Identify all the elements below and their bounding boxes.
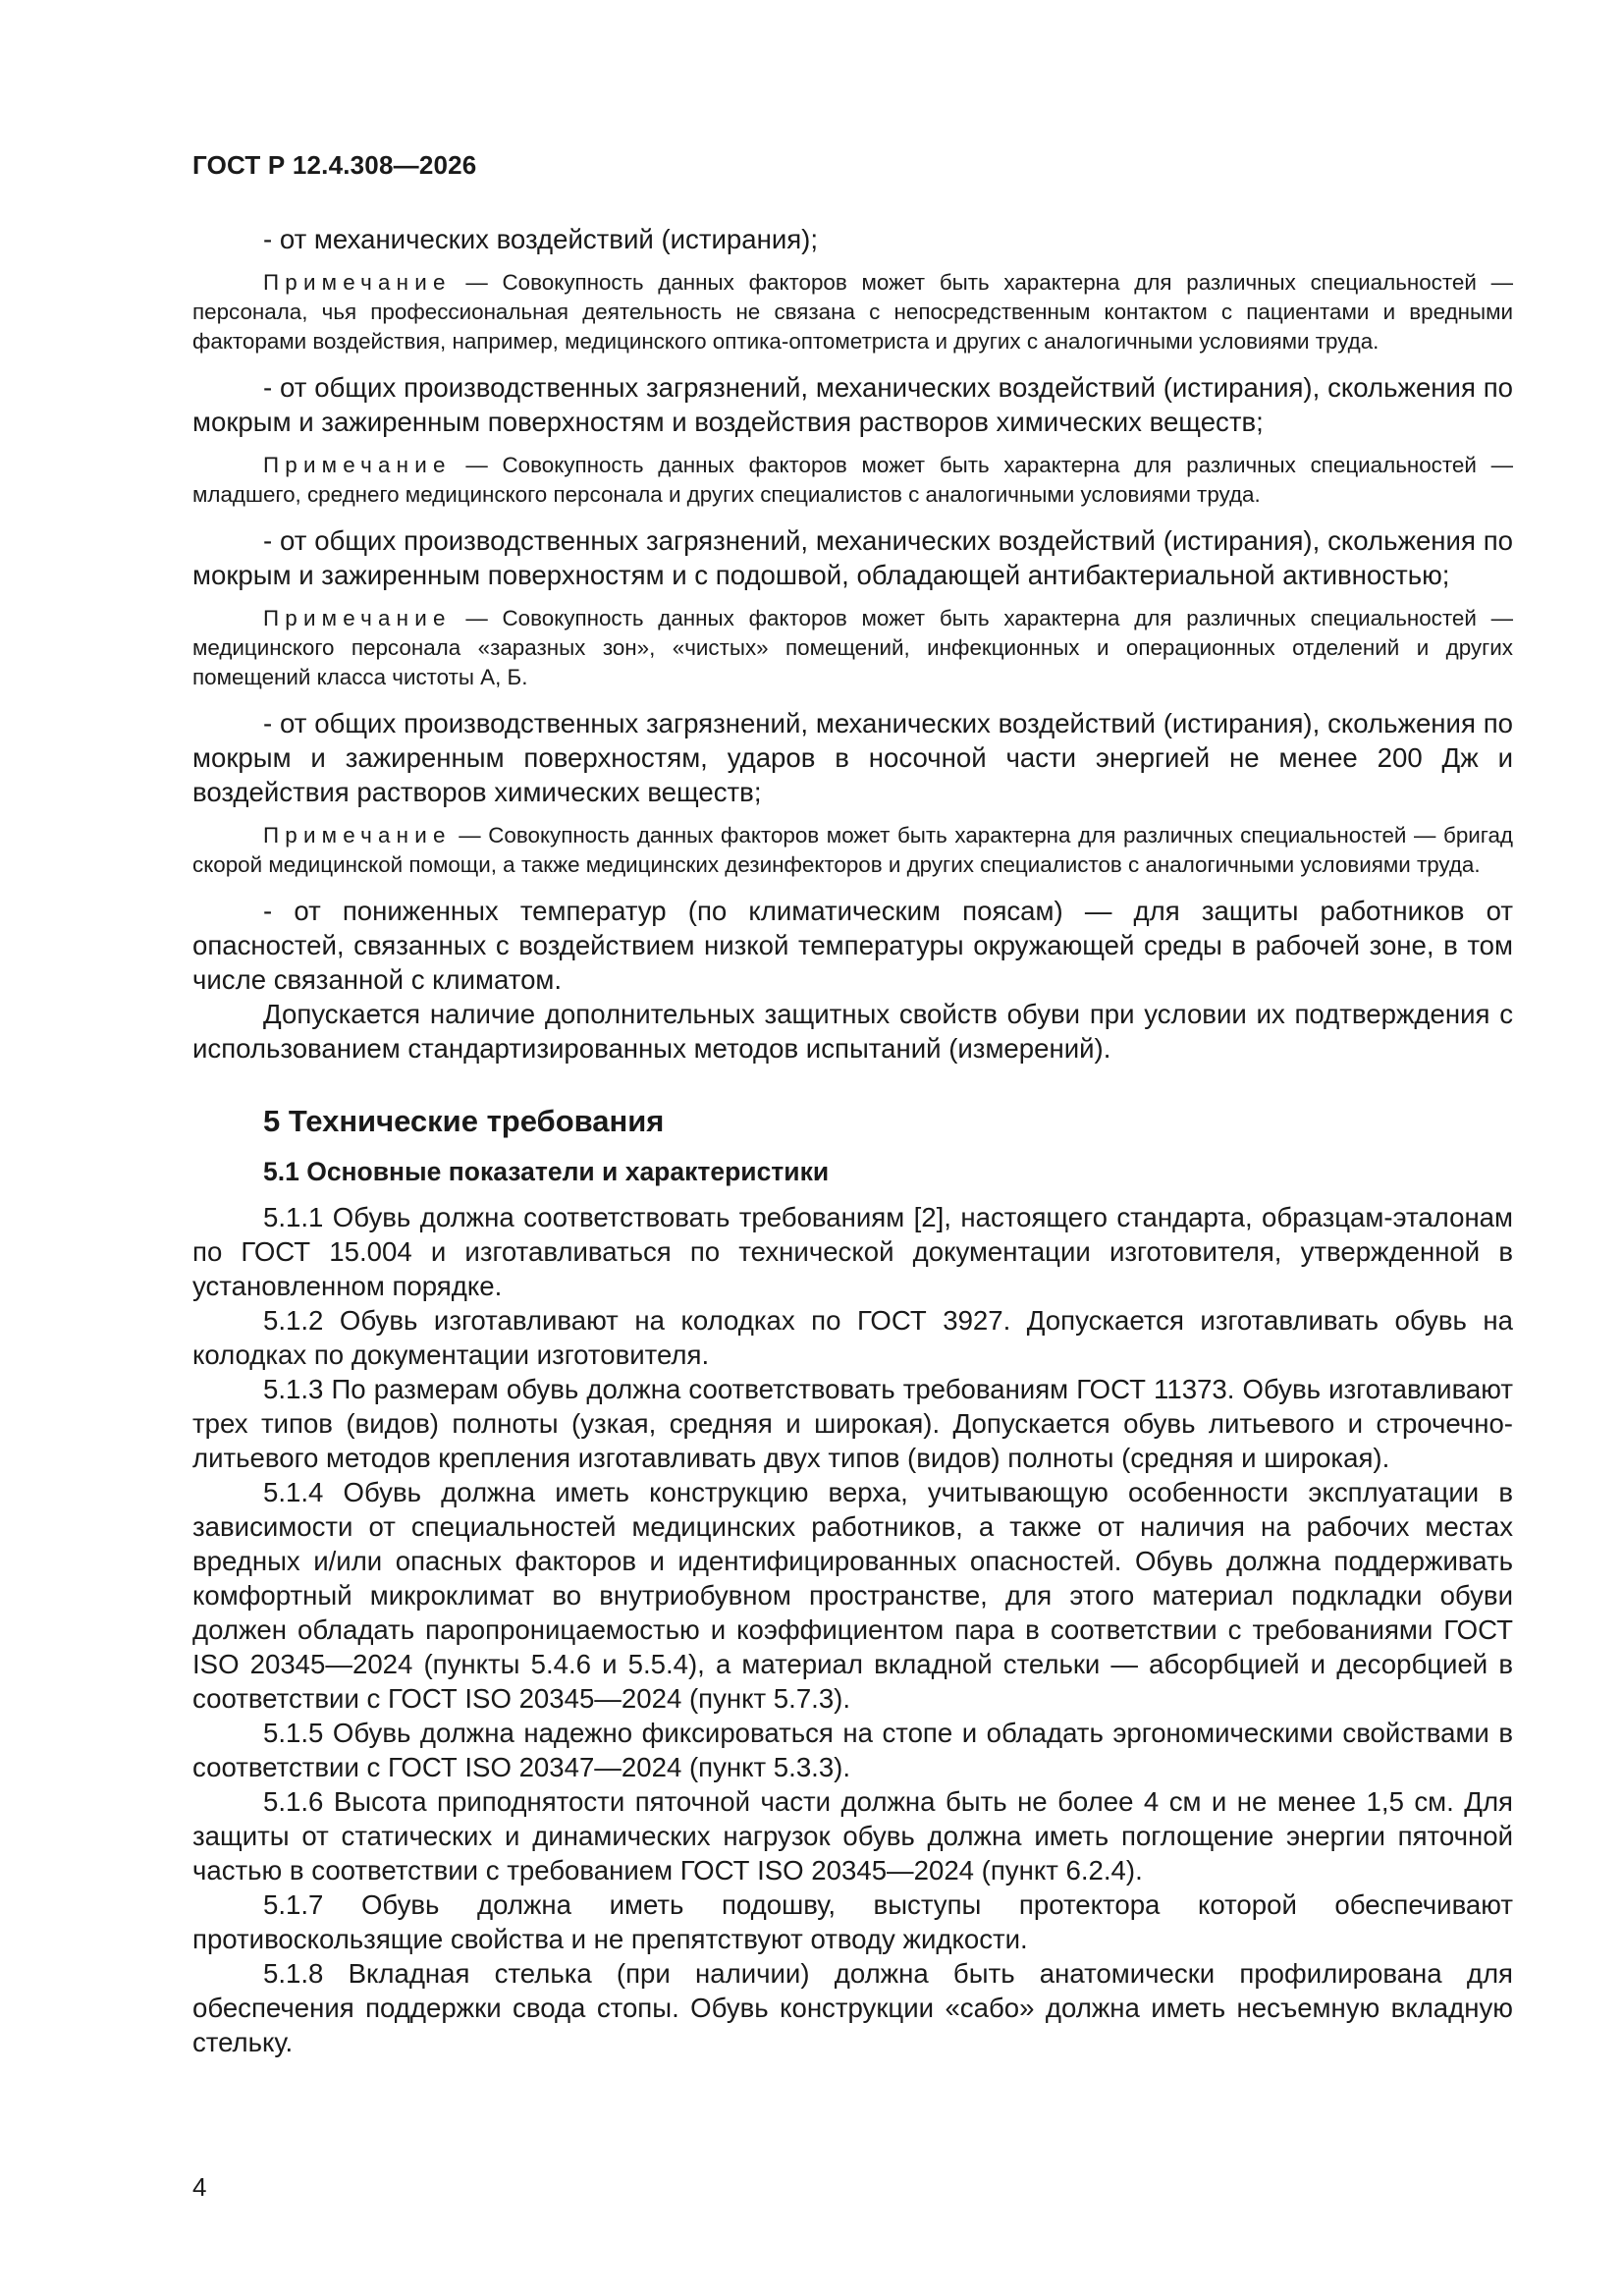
clause-5-1-1: 5.1.1 Обувь должна соответствовать требованиям [2], настоящего стандарта, образцам-эталонам по ГОСТ 15.004 и изготавливаться по технической документации изготовителя, утвержденной в установленном порядке. bbox=[192, 1202, 1513, 1301]
note-label: Примечание bbox=[263, 823, 452, 847]
note-text: — Совокупность данных факторов может быть характерна для различных специальностей — младшего, среднего медицинского персонала и других специалистов с аналогичными условиями труда. bbox=[192, 453, 1513, 507]
clause-5-1-2: 5.1.2 Обувь изготавливают на колодках по ГОСТ 3927. Допускается изготавливать обувь на колодках по документации изготовителя. bbox=[192, 1305, 1513, 1370]
paragraph: Допускается наличие дополнительных защитных свойств обуви при условии их подтверждения с использованием стандартизированных методов испытаний (измерений). bbox=[192, 999, 1513, 1064]
note-text: — Совокупность данных факторов может быть характерна для различных специальностей — персонала, чья профессиональная деятельность не связана с непосредственным контактом с пациентами и вредными факторами воздействия, например, медицинского оптика-оптометриста и других с аналогичными условиями труда. bbox=[192, 270, 1513, 354]
clause-5-1-6: 5.1.6 Высота приподнятости пяточной части должна быть не более 4 см и не менее 1,5 см. Для защиты от статических и динамических нагрузок обувь должна иметь поглощение энергии пяточной частью в соответствии с требованием ГОСТ ISO 20345—2024 (пункт 6.2.4). bbox=[192, 1786, 1513, 1886]
list-item: - от пониженных температур (по климатическим поясам) — для защиты работников от опасностей, связанных с воздействием низкой температуры окружающей среды в рабочей зоне, в том числе связанной с климатом. bbox=[192, 896, 1513, 995]
page-number: 4 bbox=[192, 2172, 207, 2202]
note bbox=[192, 821, 1513, 880]
clause-5-1-8: 5.1.8 Вкладная стелька (при наличии) должна быть анатомически профилирована для обеспечения поддержки свода стопы. Обувь конструкции «сабо» должна иметь несъемную вкладную стельку. bbox=[192, 1958, 1513, 2057]
list-item: - от общих производственных загрязнений, механических воздействий (истирания), скольжения по мокрым и зажиренным поверхностям и воздействия растворов химических веществ; bbox=[192, 372, 1513, 437]
clause-5-1-7: 5.1.7 Обувь должна иметь подошву, выступы протектора которой обеспечивают противоскользящие свойства и не препятствуют отводу жидкости. bbox=[192, 1889, 1513, 1954]
clause-5-1-3: 5.1.3 По размерам обувь должна соответствовать требованиям ГОСТ 11373. Обувь изготавливают трех типов (видов) полноты (узкая, средняя и широкая). Допускается обувь литьевого и строчечно-литьевого методов крепления изготавливать двух типов (видов) полноты (средняя и широкая). bbox=[192, 1374, 1513, 1473]
note bbox=[192, 604, 1513, 692]
note-text: — Совокупность данных факторов может быть характерна для различных специальностей — медицинского персонала «заразных зон», «чистых» помещений, инфекционных и операционных отделений и других помещений класса чистоты А, Б. bbox=[192, 606, 1513, 689]
note-label: Примечание bbox=[263, 606, 452, 630]
document-header: ГОСТ Р 12.4.308—2026 bbox=[192, 150, 477, 180]
note-label: Примечание bbox=[263, 270, 452, 295]
note bbox=[192, 268, 1513, 356]
subsection-heading: 5.1 Основные показатели и характеристики bbox=[263, 1157, 830, 1186]
clause-5-1-4: 5.1.4 Обувь должна иметь конструкцию верха, учитывающую особенности эксплуатации в зависимости от специальностей медицинских работников, а также от наличия на рабочих местах вредных и/или опасных факторов и идентифицированных опасностей. Обувь должна поддерживать комфортный микроклимат во внутриобувном пространстве, для этого материал подкладки обуви должен обладать паропроницаемостью и коэффициентом пара в соответствии с требованиями ГОСТ ISO 20345—2024 (пункты 5.4.6 и 5.5.4), а материал вкладной стельки — абсорбцией и десорбцией в соответствии с ГОСТ ISO 20345—2024 (пункт 5.7.3). bbox=[192, 1477, 1513, 1714]
clause-5-1-5: 5.1.5 Обувь должна надежно фиксироваться на стопе и обладать эргономическими свойствами в соответствии с ГОСТ ISO 20347—2024 (пункт 5.3.3). bbox=[192, 1718, 1513, 1782]
list-item: - от механических воздействий (истирания); bbox=[263, 224, 819, 254]
section-heading: 5 Технические требования bbox=[263, 1104, 665, 1138]
page-content bbox=[192, 222, 1513, 2059]
list-item: - от общих производственных загрязнений, механических воздействий (истирания), скольжения по мокрым и зажиренным поверхностям, ударов в носочной части энергией не менее 200 Дж и воздействия растворов химических веществ; bbox=[192, 708, 1513, 807]
note-label: Примечание bbox=[263, 453, 452, 477]
note-text: — Совокупность данных факторов может быть характерна для различных специальностей — бригад скорой медицинской помощи, а также медицинских дезинфекторов и других специалистов с аналогичными условиями труда. bbox=[192, 823, 1513, 877]
list-item: - от общих производственных загрязнений, механических воздействий (истирания), скольжения по мокрым и зажиренным поверхностям и с подошвой, обладающей антибактериальной активностью; bbox=[192, 525, 1513, 590]
note bbox=[192, 451, 1513, 510]
